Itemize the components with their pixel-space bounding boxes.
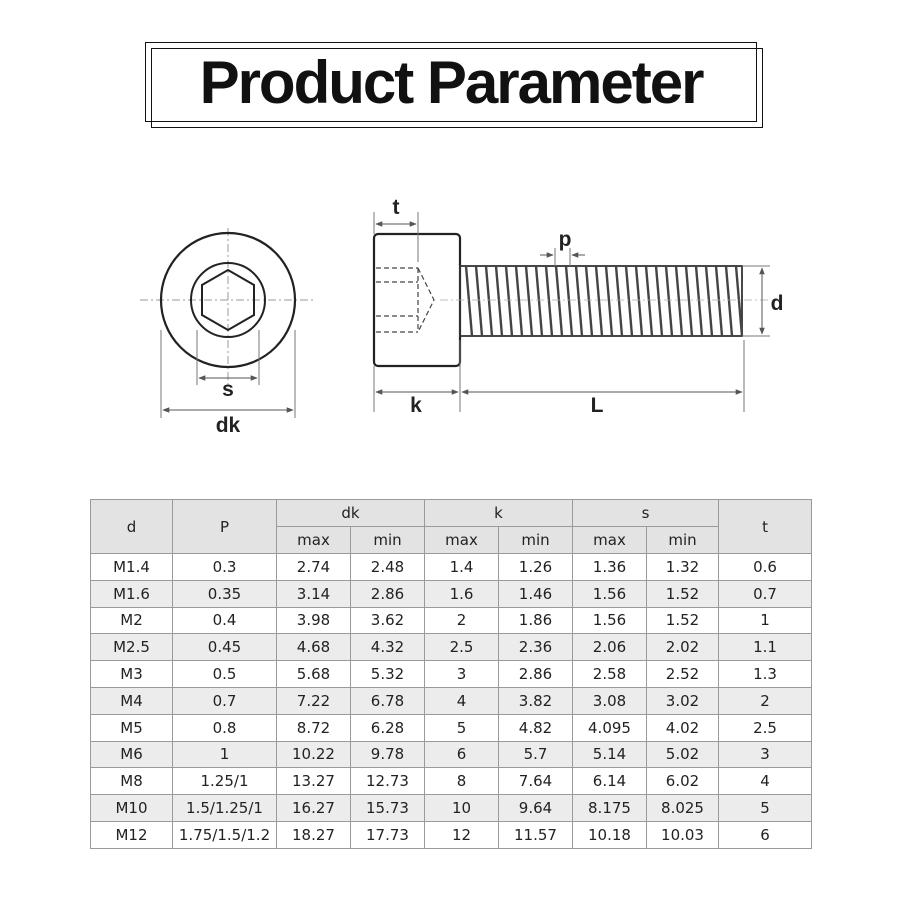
table-cell: 1 xyxy=(719,607,812,634)
table-cell: 10.03 xyxy=(647,821,719,848)
table-cell: 2.86 xyxy=(499,661,573,688)
thread-line xyxy=(536,266,542,336)
table-cell: 9.78 xyxy=(351,741,425,768)
thread-line xyxy=(506,266,512,336)
thread-line xyxy=(556,266,562,336)
table-cell: 2.48 xyxy=(351,554,425,581)
table-cell: 3 xyxy=(425,661,499,688)
table-cell: 4.02 xyxy=(647,714,719,741)
thread-line xyxy=(656,266,662,336)
thread-line xyxy=(626,266,632,336)
dim-label-k: k xyxy=(410,394,422,417)
header-dk-min: min xyxy=(351,527,425,554)
table-cell: 6.14 xyxy=(573,768,647,795)
table-cell: 10.22 xyxy=(277,741,351,768)
table-cell: 18.27 xyxy=(277,821,351,848)
table-row xyxy=(91,714,812,741)
table-cell: 13.27 xyxy=(277,768,351,795)
table-cell: 1.3 xyxy=(719,661,812,688)
thread-line xyxy=(686,266,692,336)
table-row xyxy=(91,821,812,848)
table-cell: 8.72 xyxy=(277,714,351,741)
table-cell: 10 xyxy=(425,795,499,822)
table-cell: 1.56 xyxy=(573,580,647,607)
thread-line xyxy=(576,266,582,336)
thread-line xyxy=(546,266,552,336)
table-cell: 3.82 xyxy=(499,687,573,714)
table-cell: 10.18 xyxy=(573,821,647,848)
table-cell: 6 xyxy=(425,741,499,768)
table-cell: 5.02 xyxy=(647,741,719,768)
table-cell: 2.86 xyxy=(351,580,425,607)
table-cell: 1.32 xyxy=(647,554,719,581)
table-cell: 4.68 xyxy=(277,634,351,661)
table-cell: 15.73 xyxy=(351,795,425,822)
thread-line xyxy=(706,266,712,336)
table-cell: 0.8 xyxy=(173,714,277,741)
table-header-row xyxy=(91,500,812,527)
table-cell: M1.6 xyxy=(91,580,173,607)
table-cell: 3 xyxy=(719,741,812,768)
table-cell: 2.06 xyxy=(573,634,647,661)
table-cell: 4.82 xyxy=(499,714,573,741)
table-cell: 2.52 xyxy=(647,661,719,688)
table-row xyxy=(91,687,812,714)
header-s: s xyxy=(573,500,719,527)
header-s-max: max xyxy=(573,527,647,554)
table-cell: 1 xyxy=(173,741,277,768)
table-cell: 1.4 xyxy=(425,554,499,581)
table-row xyxy=(91,768,812,795)
table-cell: 1.52 xyxy=(647,580,719,607)
table-cell: 2 xyxy=(719,687,812,714)
table-cell: 12.73 xyxy=(351,768,425,795)
thread-line xyxy=(636,266,642,336)
table-body xyxy=(91,554,812,849)
table-cell: 5.32 xyxy=(351,661,425,688)
thread-line xyxy=(516,266,522,336)
table-cell: 1.75/1.5/1.2 xyxy=(173,821,277,848)
table-cell: 8.175 xyxy=(573,795,647,822)
table-cell: 3.08 xyxy=(573,687,647,714)
table-cell: 5.68 xyxy=(277,661,351,688)
table-cell: M4 xyxy=(91,687,173,714)
table-cell: 6 xyxy=(719,821,812,848)
table-cell: 1.6 xyxy=(425,580,499,607)
thread-line xyxy=(616,266,622,336)
table-cell: 4 xyxy=(425,687,499,714)
table-cell: 5 xyxy=(425,714,499,741)
table-cell: M12 xyxy=(91,821,173,848)
table-cell: 5 xyxy=(719,795,812,822)
table-cell: 6.02 xyxy=(647,768,719,795)
header-dk-max: max xyxy=(277,527,351,554)
table-cell: 3.02 xyxy=(647,687,719,714)
table-cell: 9.64 xyxy=(499,795,573,822)
thread-line xyxy=(646,266,652,336)
dim-label-d: d xyxy=(770,292,784,315)
table-cell: 2.02 xyxy=(647,634,719,661)
table-cell: 4.095 xyxy=(573,714,647,741)
table-row xyxy=(91,580,812,607)
thread-line xyxy=(476,266,482,336)
parameter-table xyxy=(90,499,812,849)
thread-line xyxy=(566,266,572,336)
table-cell: 12 xyxy=(425,821,499,848)
thread-line xyxy=(726,266,732,336)
table-cell: 0.35 xyxy=(173,580,277,607)
table-cell: 0.6 xyxy=(719,554,812,581)
dim-label-t: t xyxy=(392,196,400,219)
header-k: k xyxy=(425,500,573,527)
table-cell: 2.5 xyxy=(425,634,499,661)
table-cell: 1.46 xyxy=(499,580,573,607)
table-cell: 16.27 xyxy=(277,795,351,822)
header-t: t xyxy=(719,500,812,554)
screw-side-view xyxy=(374,234,770,366)
table-cell: 1.1 xyxy=(719,634,812,661)
table-cell: 0.45 xyxy=(173,634,277,661)
thread-line xyxy=(666,266,672,336)
table-row xyxy=(91,634,812,661)
table-cell: 11.57 xyxy=(499,821,573,848)
header-p: P xyxy=(173,500,277,554)
table-cell: 6.78 xyxy=(351,687,425,714)
table-cell: M6 xyxy=(91,741,173,768)
thread-line xyxy=(466,266,472,336)
table-cell: 8 xyxy=(425,768,499,795)
table-cell: M3 xyxy=(91,661,173,688)
table-cell: 2 xyxy=(425,607,499,634)
table-cell: M2.5 xyxy=(91,634,173,661)
table-cell: 7.64 xyxy=(499,768,573,795)
table-cell: 0.7 xyxy=(719,580,812,607)
header-k-max: max xyxy=(425,527,499,554)
table-cell: 6.28 xyxy=(351,714,425,741)
table-cell: 5.14 xyxy=(573,741,647,768)
table-cell: 2.74 xyxy=(277,554,351,581)
table-cell: 1.56 xyxy=(573,607,647,634)
thread-line xyxy=(716,266,722,336)
table-cell: 0.3 xyxy=(173,554,277,581)
table-row xyxy=(91,661,812,688)
table-cell: 1.36 xyxy=(573,554,647,581)
thread-line xyxy=(696,266,702,336)
table-row xyxy=(91,607,812,634)
thread-line xyxy=(606,266,612,336)
table-cell: 8.025 xyxy=(647,795,719,822)
table-cell: 2.58 xyxy=(573,661,647,688)
table-cell: 7.22 xyxy=(277,687,351,714)
thread-line xyxy=(676,266,682,336)
table-cell: M2 xyxy=(91,607,173,634)
table-row xyxy=(91,741,812,768)
table-cell: 5.7 xyxy=(499,741,573,768)
table-cell: 1.25/1 xyxy=(173,768,277,795)
table-cell: M10 xyxy=(91,795,173,822)
dim-label-s: s xyxy=(222,378,234,401)
table-cell: 1.5/1.25/1 xyxy=(173,795,277,822)
header-s-min: min xyxy=(647,527,719,554)
table-cell: 2.5 xyxy=(719,714,812,741)
thread-line xyxy=(496,266,502,336)
table-cell: 0.7 xyxy=(173,687,277,714)
table-cell: 0.5 xyxy=(173,661,277,688)
header-dk: dk xyxy=(277,500,425,527)
header-d: d xyxy=(91,500,173,554)
table-cell: 3.98 xyxy=(277,607,351,634)
table-cell: 3.62 xyxy=(351,607,425,634)
table-cell: M5 xyxy=(91,714,173,741)
table-cell: 1.26 xyxy=(499,554,573,581)
table-cell: M8 xyxy=(91,768,173,795)
table-cell: 1.52 xyxy=(647,607,719,634)
table-cell: 2.36 xyxy=(499,634,573,661)
thread-line xyxy=(586,266,592,336)
table-cell: 17.73 xyxy=(351,821,425,848)
table-row xyxy=(91,795,812,822)
table-cell: 4 xyxy=(719,768,812,795)
table-cell: 1.86 xyxy=(499,607,573,634)
table-cell: 3.14 xyxy=(277,580,351,607)
header-k-min: min xyxy=(499,527,573,554)
thread-line xyxy=(596,266,602,336)
table-cell: M1.4 xyxy=(91,554,173,581)
table-cell: 4.32 xyxy=(351,634,425,661)
thread-line xyxy=(736,266,742,336)
table-cell: 0.4 xyxy=(173,607,277,634)
page-title: Product Parameter xyxy=(199,48,703,116)
dim-label-L: L xyxy=(590,394,604,417)
thread-line xyxy=(526,266,532,336)
thread-line xyxy=(486,266,492,336)
dim-label-dk: dk xyxy=(215,414,241,437)
table-row xyxy=(91,554,812,581)
dim-label-p: p xyxy=(558,228,572,251)
